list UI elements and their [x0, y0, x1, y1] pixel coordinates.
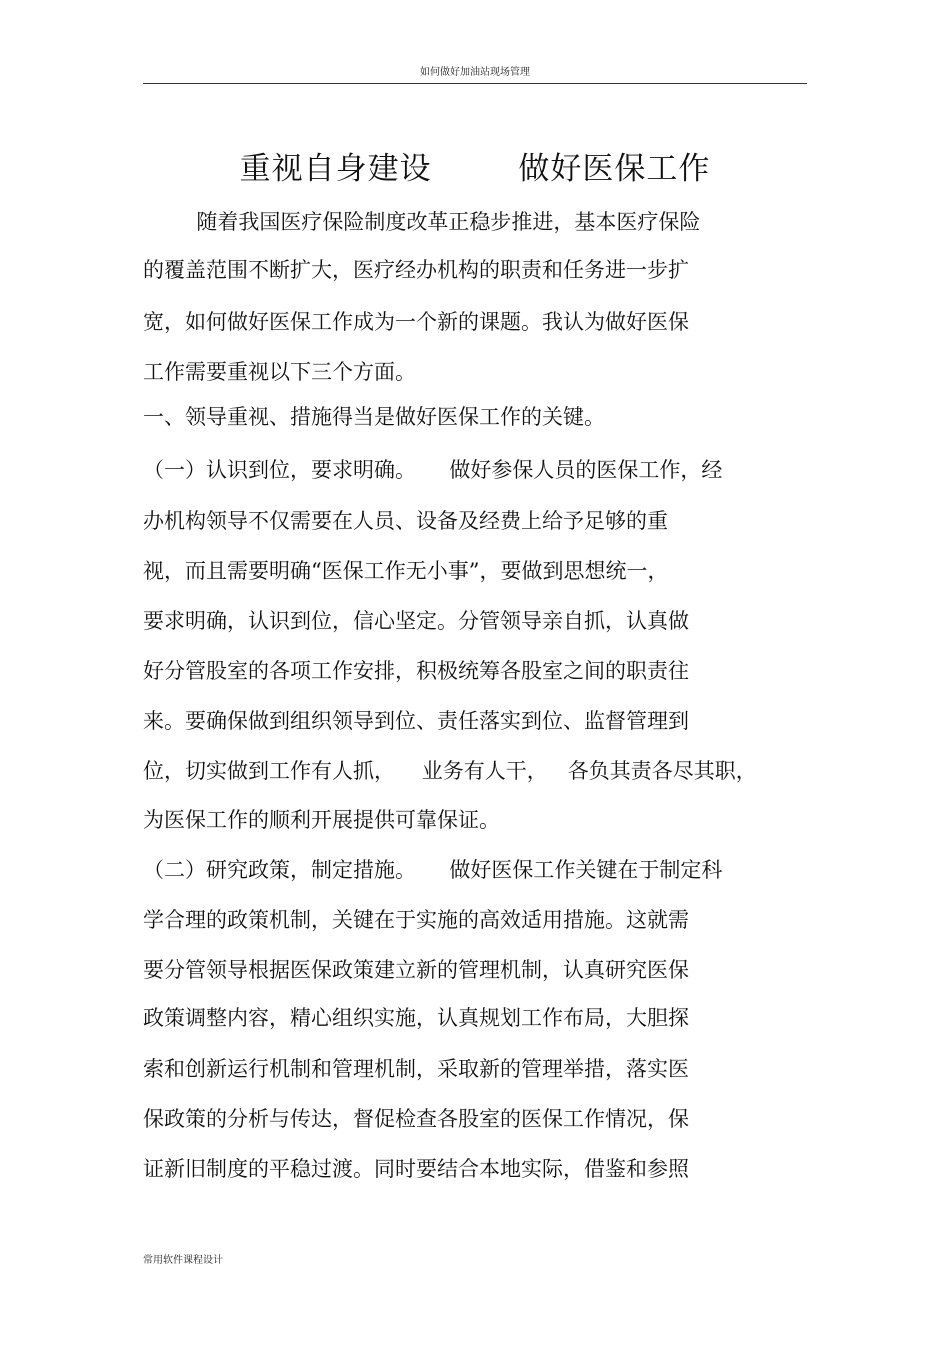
body-line: 视，而且需要明确“医保工作无小事”，要做到思想统一， — [143, 559, 669, 583]
body-line: 学合理的政策机制，关键在于实施的高效适用措施。这就需 — [143, 908, 689, 932]
body-line: 工作需要重视以下三个方面。 — [143, 360, 416, 384]
body-line: 要求明确，认识到位，信心坚定。分管领导亲自抓，认真做 — [143, 609, 689, 633]
subsection-line: （一）认识到位，要求明确。 做好参保人员的医保工作，经 — [143, 458, 723, 482]
running-footer: 常用软件课程设计 — [143, 1255, 223, 1266]
section-heading: 一、领导重视、措施得当是做好医保工作的关键。 — [143, 405, 605, 429]
body-line: 索和创新运行机制和管理机制，采取新的管理举措，落实医 — [143, 1057, 689, 1081]
body-line: 要分管领导根据医保政策建立新的管理机制，认真研究医保 — [143, 958, 689, 982]
body-line: 办机构领导不仅需要在人员、设备及经费上给予足够的重 — [143, 509, 668, 533]
body-line: 宽，如何做好医保工作成为一个新的课题。我认为做好医保 — [143, 310, 689, 334]
body-line: 随着我国医疗保险制度改革正稳步推进，基本医疗保险 — [143, 210, 701, 234]
header-rule — [143, 83, 807, 84]
document-title: 重视自身建设 做好医保工作 — [239, 151, 711, 187]
body-line: 位，切实做到工作有人抓， 业务有人干， 各负其责各尽其职， — [143, 759, 757, 783]
body-line: 证新旧制度的平稳过渡。同时要结合本地实际，借鉴和参照 — [143, 1157, 689, 1181]
body-line: 保政策的分析与传达，督促检查各股室的医保工作情况，保 — [143, 1107, 689, 1131]
body-line: 为医保工作的顺利开展提供可靠保证。 — [143, 808, 500, 832]
body-line: 来。要确保做到组织领导到位、责任落实到位、监督管理到 — [143, 709, 689, 733]
body-line: 的覆盖范围不断扩大，医疗经办机构的职责和任务进一步扩 — [143, 258, 689, 282]
body-line: 好分管股室的各项工作安排，积极统筹各股室之间的职责往 — [143, 659, 689, 683]
body-line: 政策调整内容，精心组织实施，认真规划工作布局，大胆探 — [143, 1006, 689, 1030]
subsection-line: （二）研究政策，制定措施。 做好医保工作关键在于制定科 — [143, 858, 723, 882]
running-header: 如何做好加油站现场管理 — [420, 67, 530, 78]
